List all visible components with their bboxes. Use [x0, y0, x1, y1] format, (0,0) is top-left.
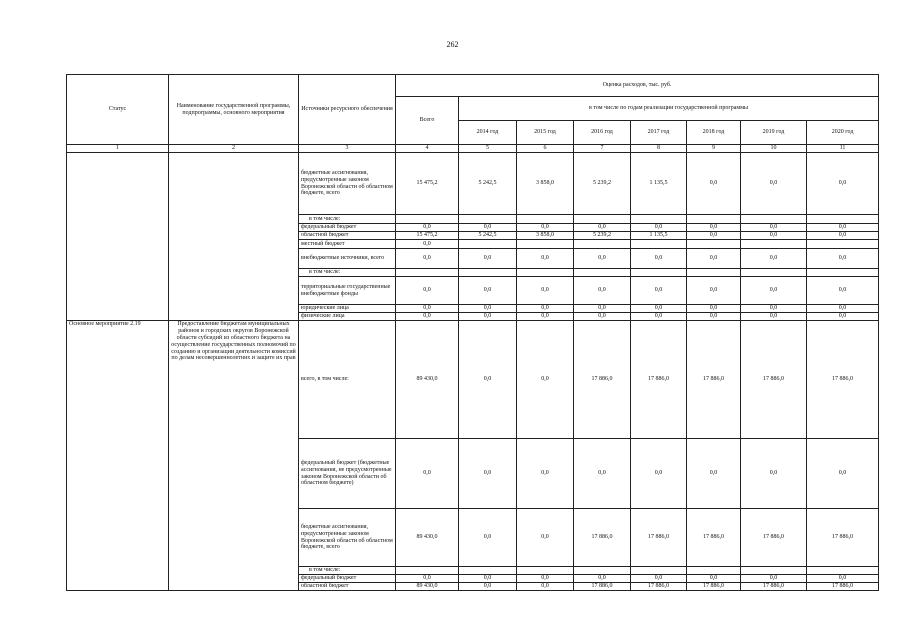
- value-cell: 0,0: [574, 224, 631, 232]
- value-cell: 0,0: [687, 277, 741, 305]
- value-cell: 0,0: [574, 277, 631, 305]
- value-cell: 0,0: [459, 575, 517, 583]
- status-cell: [67, 153, 169, 321]
- value-cell: 3 858,0: [517, 153, 574, 215]
- column-number: 1: [67, 145, 169, 153]
- value-cell: [459, 215, 517, 224]
- source-cell: в том числе:: [299, 269, 396, 277]
- column-number: 2: [169, 145, 299, 153]
- value-cell: 0,0: [687, 224, 741, 232]
- value-cell: 0,0: [459, 305, 517, 313]
- value-cell: 17 886,0: [807, 583, 879, 591]
- value-cell: [396, 269, 459, 277]
- column-number: 8: [631, 145, 687, 153]
- value-cell: 0,0: [396, 313, 459, 321]
- source-cell: физические лица: [299, 313, 396, 321]
- value-cell: 0,0: [459, 249, 517, 269]
- column-number: 9: [687, 145, 741, 153]
- value-cell: 0,0: [517, 509, 574, 567]
- source-cell: в том числе:: [299, 567, 396, 575]
- value-cell: [517, 567, 574, 575]
- value-cell: 0,0: [687, 439, 741, 509]
- value-cell: 0,0: [807, 153, 879, 215]
- header-name: Наименование государственной программы, подпрограммы, основного мероприятия: [169, 75, 299, 145]
- value-cell: 0,0: [459, 439, 517, 509]
- value-cell: [741, 567, 807, 575]
- header-year: 2017 год: [631, 121, 687, 145]
- value-cell: 0,0: [574, 305, 631, 313]
- value-cell: 0,0: [574, 313, 631, 321]
- value-cell: 15 475,2: [396, 232, 459, 240]
- value-cell: 0,0: [687, 153, 741, 215]
- value-cell: 0,0: [631, 313, 687, 321]
- value-cell: 0,0: [741, 224, 807, 232]
- source-cell: всего, в том числе:: [299, 321, 396, 439]
- value-cell: 17 886,0: [687, 321, 741, 439]
- value-cell: 0,0: [741, 249, 807, 269]
- value-cell: [687, 567, 741, 575]
- value-cell: 17 886,0: [631, 509, 687, 567]
- value-cell: 17 886,0: [741, 321, 807, 439]
- value-cell: [517, 215, 574, 224]
- source-cell: в том числе:: [299, 215, 396, 224]
- value-cell: 0,0: [741, 305, 807, 313]
- value-cell: 0,0: [807, 249, 879, 269]
- value-cell: [687, 269, 741, 277]
- table-row: [67, 321, 879, 439]
- column-number: 4: [396, 145, 459, 153]
- value-cell: [807, 215, 879, 224]
- value-cell: [687, 240, 741, 249]
- header-by-years: в том числе по годам реализации государственной программы: [459, 97, 879, 121]
- column-number: 11: [807, 145, 879, 153]
- header-year: 2020 год: [807, 121, 879, 145]
- source-cell: федеральный бюджет: [299, 575, 396, 583]
- value-cell: 0,0: [687, 249, 741, 269]
- table-row: [67, 153, 879, 215]
- name-cell: [169, 153, 299, 321]
- value-cell: 0,0: [396, 224, 459, 232]
- value-cell: 0,0: [687, 313, 741, 321]
- value-cell: 0,0: [741, 153, 807, 215]
- column-number: 6: [517, 145, 574, 153]
- header-year: 2015 год: [517, 121, 574, 145]
- value-cell: 0,0: [631, 439, 687, 509]
- value-cell: 0,0: [574, 575, 631, 583]
- value-cell: 0,0: [807, 575, 879, 583]
- value-cell: 0,0: [396, 575, 459, 583]
- value-cell: 17 886,0: [631, 321, 687, 439]
- value-cell: 0,0: [741, 277, 807, 305]
- value-cell: 0,0: [396, 240, 459, 249]
- source-cell: местный бюджет: [299, 240, 396, 249]
- value-cell: [807, 567, 879, 575]
- value-cell: 0,0: [396, 305, 459, 313]
- value-cell: [396, 567, 459, 575]
- value-cell: 89 430,0: [396, 321, 459, 439]
- value-cell: [807, 240, 879, 249]
- value-cell: 17 886,0: [574, 509, 631, 567]
- source-cell: бюджетные ассигнования, предусмотренные законом Воронежской области об областном бюджете, всего: [299, 153, 396, 215]
- source-cell: бюджетные ассигнования, предусмотренные законом Воронежской области об областном бюджете, всего: [299, 509, 396, 567]
- value-cell: 0,0: [807, 305, 879, 313]
- value-cell: 17 886,0: [574, 583, 631, 591]
- value-cell: 17 886,0: [741, 509, 807, 567]
- value-cell: [459, 269, 517, 277]
- value-cell: 0,0: [517, 277, 574, 305]
- value-cell: 0,0: [687, 575, 741, 583]
- value-cell: 0,0: [807, 277, 879, 305]
- header-year: 2016 год: [574, 121, 631, 145]
- value-cell: 0,0: [517, 583, 574, 591]
- value-cell: [517, 240, 574, 249]
- value-cell: [459, 567, 517, 575]
- value-cell: 0,0: [517, 313, 574, 321]
- header-sources: Источники ресурсного обеспечения: [299, 75, 396, 145]
- page-number: 262: [446, 40, 459, 49]
- value-cell: 0,0: [807, 224, 879, 232]
- value-cell: 0,0: [741, 232, 807, 240]
- value-cell: 0,0: [517, 249, 574, 269]
- source-cell: федеральный бюджет: [299, 224, 396, 232]
- source-cell: областной бюджет: [299, 232, 396, 240]
- value-cell: 1 135,5: [631, 232, 687, 240]
- value-cell: 17 886,0: [687, 509, 741, 567]
- value-cell: 0,0: [631, 305, 687, 313]
- header-total: Всего: [396, 97, 459, 145]
- value-cell: 89 430,0: [396, 583, 459, 591]
- source-cell: областной бюджет: [299, 583, 396, 591]
- value-cell: 0,0: [517, 439, 574, 509]
- value-cell: [741, 269, 807, 277]
- value-cell: 89 430,0: [396, 509, 459, 567]
- value-cell: 0,0: [517, 575, 574, 583]
- value-cell: 0,0: [459, 277, 517, 305]
- header-status: Статус: [67, 75, 169, 145]
- value-cell: [517, 269, 574, 277]
- header-year: 2014 год: [459, 121, 517, 145]
- value-cell: 0,0: [459, 313, 517, 321]
- value-cell: 0,0: [631, 224, 687, 232]
- measure-status: Основное мероприятие 2.19: [67, 321, 169, 591]
- value-cell: 0,0: [396, 249, 459, 269]
- value-cell: 17 886,0: [807, 321, 879, 439]
- value-cell: 15 475,2: [396, 153, 459, 215]
- header-year: 2018 год: [687, 121, 741, 145]
- value-cell: 0,0: [574, 249, 631, 269]
- value-cell: 3 858,0: [517, 232, 574, 240]
- column-number: 5: [459, 145, 517, 153]
- value-cell: 0,0: [807, 313, 879, 321]
- value-cell: 17 886,0: [807, 509, 879, 567]
- value-cell: [631, 215, 687, 224]
- source-cell: внебюджетные источники, всего: [299, 249, 396, 269]
- value-cell: [807, 269, 879, 277]
- value-cell: 0,0: [396, 439, 459, 509]
- value-cell: [631, 567, 687, 575]
- measure-name: Предоставление бюджетам муниципальных районов и городских округов Воронежской области субсидий из областного бюджета на осуществление государственных полномочий по созданию и организации деятельности комиссий по делам несовершеннолетних и защите их прав: [169, 321, 299, 591]
- value-cell: [741, 215, 807, 224]
- value-cell: 5 242,5: [459, 153, 517, 215]
- value-cell: 0,0: [741, 439, 807, 509]
- header-estimate: Оценка расходов, тыс. руб.: [396, 75, 879, 97]
- value-cell: 0,0: [517, 224, 574, 232]
- value-cell: 5 239,2: [574, 232, 631, 240]
- value-cell: 0,0: [517, 305, 574, 313]
- value-cell: 0,0: [741, 575, 807, 583]
- value-cell: 5 239,2: [574, 153, 631, 215]
- value-cell: 0,0: [687, 305, 741, 313]
- value-cell: 17 886,0: [687, 583, 741, 591]
- value-cell: 0,0: [807, 232, 879, 240]
- value-cell: 0,0: [631, 277, 687, 305]
- value-cell: [687, 215, 741, 224]
- value-cell: 0,0: [807, 439, 879, 509]
- value-cell: 17 886,0: [741, 583, 807, 591]
- value-cell: 0,0: [459, 224, 517, 232]
- value-cell: 0,0: [687, 232, 741, 240]
- source-cell: юридические лица: [299, 305, 396, 313]
- value-cell: 17 886,0: [631, 583, 687, 591]
- column-number: 10: [741, 145, 807, 153]
- value-cell: 0,0: [459, 321, 517, 439]
- budget-table: [66, 74, 879, 591]
- column-number: 7: [574, 145, 631, 153]
- value-cell: [631, 240, 687, 249]
- value-cell: [574, 215, 631, 224]
- column-number: 3: [299, 145, 396, 153]
- value-cell: 1 135,5: [631, 153, 687, 215]
- value-cell: 0,0: [517, 321, 574, 439]
- value-cell: [396, 215, 459, 224]
- value-cell: 0,0: [574, 439, 631, 509]
- value-cell: [459, 240, 517, 249]
- value-cell: 0,0: [459, 583, 517, 591]
- value-cell: 17 886,0: [574, 321, 631, 439]
- value-cell: [574, 269, 631, 277]
- value-cell: 0,0: [741, 313, 807, 321]
- value-cell: 0,0: [396, 277, 459, 305]
- value-cell: 5 242,5: [459, 232, 517, 240]
- value-cell: [574, 567, 631, 575]
- source-cell: территориальные государственные внебюджетные фонды: [299, 277, 396, 305]
- value-cell: 0,0: [631, 249, 687, 269]
- value-cell: [631, 269, 687, 277]
- value-cell: 0,0: [631, 575, 687, 583]
- value-cell: [574, 240, 631, 249]
- value-cell: [741, 240, 807, 249]
- source-cell: федеральный бюджет (бюджетные ассигнования, не предусмотренные законом Воронежской области об областном бюджете): [299, 439, 396, 509]
- header-year: 2019 год: [741, 121, 807, 145]
- value-cell: 0,0: [459, 509, 517, 567]
